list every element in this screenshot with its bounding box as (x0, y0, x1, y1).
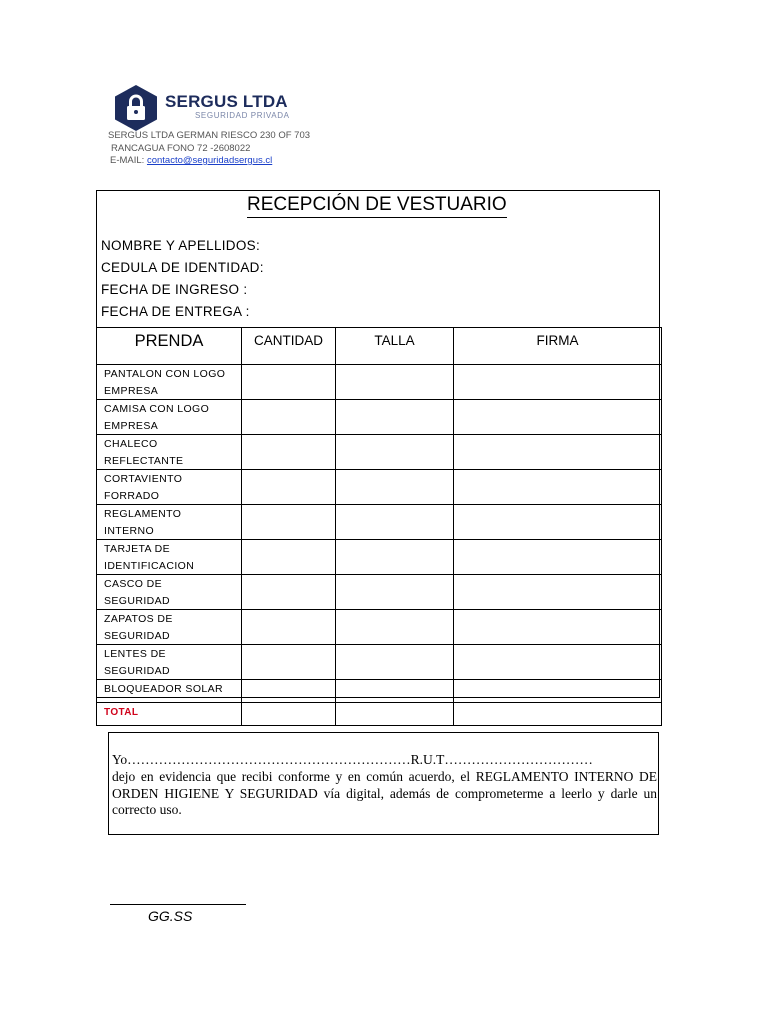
item-label: CHALECO REFLECTANTE (97, 435, 242, 470)
firma-cell[interactable] (454, 610, 662, 645)
table-row (97, 610, 662, 645)
table-row (97, 400, 662, 435)
talla-cell[interactable] (336, 610, 454, 645)
table-row (97, 540, 662, 575)
email-link[interactable]: contacto@seguridadsergus.cl (146, 155, 273, 166)
firma-cell[interactable] (454, 680, 662, 703)
signature-line (110, 904, 246, 905)
total-row (97, 703, 662, 726)
table-row (97, 470, 662, 505)
table-row (97, 680, 662, 703)
talla-cell[interactable] (336, 680, 454, 703)
company-tagline: SEGURIDAD PRIVADA (195, 111, 290, 120)
col-header-talla: TALLA (336, 328, 454, 365)
item-label: BLOQUEADOR SOLAR (97, 680, 242, 703)
email-label: E-MAIL: (110, 155, 145, 166)
company-name: SERGUS LTDA (165, 92, 288, 111)
talla-cell[interactable] (336, 540, 454, 575)
cantidad-cell[interactable] (242, 470, 336, 505)
col-header-firma: FIRMA (454, 328, 662, 365)
declaration-line-1: Yo………………………………………………………R.U.T…………………………… (112, 752, 593, 767)
total-label: TOTAL (104, 707, 139, 718)
cantidad-cell[interactable] (242, 540, 336, 575)
firma-cell[interactable] (454, 365, 662, 400)
field-entry-date: FECHA DE INGRESO : (101, 282, 248, 297)
talla-cell[interactable] (336, 470, 454, 505)
talla-cell[interactable] (336, 645, 454, 680)
item-label: CORTAVIENTO FORRADO (97, 470, 242, 505)
item-label: CASCO DE SEGURIDAD (97, 575, 242, 610)
firma-cell[interactable] (454, 540, 662, 575)
item-label: TARJETA DE IDENTIFICACION (97, 540, 242, 575)
table-row (97, 645, 662, 680)
cantidad-cell[interactable] (242, 435, 336, 470)
table-row (97, 575, 662, 610)
talla-cell[interactable] (336, 575, 454, 610)
table-row (97, 505, 662, 540)
field-delivery-date: FECHA DE ENTREGA : (101, 304, 250, 319)
item-label: ZAPATOS DE SEGURIDAD (97, 610, 242, 645)
form-title: RECEPCIÓN DE VESTUARIO (247, 193, 507, 218)
lock-logo-icon (112, 84, 160, 132)
items-table (96, 327, 662, 726)
firma-cell[interactable] (454, 505, 662, 540)
cantidad-cell[interactable] (242, 680, 336, 703)
item-label: PANTALON CON LOGO EMPRESA (97, 365, 242, 400)
firma-cell[interactable] (454, 435, 662, 470)
total-firma-cell[interactable] (454, 703, 662, 726)
talla-cell[interactable] (336, 365, 454, 400)
total-talla-cell[interactable] (336, 703, 454, 726)
cantidad-cell[interactable] (242, 400, 336, 435)
talla-cell[interactable] (336, 400, 454, 435)
firma-cell[interactable] (454, 575, 662, 610)
cantidad-cell[interactable] (242, 365, 336, 400)
table-row (97, 435, 662, 470)
col-header-cantidad: CANTIDAD (242, 328, 336, 365)
field-id: CEDULA DE IDENTIDAD: (101, 260, 264, 275)
item-label: CAMISA CON LOGO EMPRESA (97, 400, 242, 435)
address-line-1: SERGUS LTDA GERMAN RIESCO 230 OF 703 (108, 130, 311, 141)
cantidad-cell[interactable] (242, 645, 336, 680)
item-label: REGLAMENTO INTERNO (97, 505, 242, 540)
firma-cell[interactable] (454, 400, 662, 435)
declaration-body: dejo en evidencia que recibi conforme y en común acuerdo, el REGLAMENTO INTERNO DE ORDEN HIGIENE Y SEGURIDAD vía digital, además de comprometerme a leerlo y darle un correcto uso. (112, 769, 657, 817)
field-name: NOMBRE Y APELLIDOS: (101, 238, 261, 253)
talla-cell[interactable] (336, 505, 454, 540)
firma-cell[interactable] (454, 645, 662, 680)
total-cantidad-cell[interactable] (242, 703, 336, 726)
cantidad-cell[interactable] (242, 575, 336, 610)
cantidad-cell[interactable] (242, 505, 336, 540)
talla-cell[interactable] (336, 435, 454, 470)
firma-cell[interactable] (454, 470, 662, 505)
cantidad-cell[interactable] (242, 610, 336, 645)
email-line (110, 155, 272, 167)
table-row (97, 365, 662, 400)
signature-name: GG.SS (148, 908, 193, 924)
table-header (97, 328, 662, 365)
total-label-cell (97, 703, 242, 726)
address-line-2: RANCAGUA FONO 72 -2608022 (111, 143, 251, 154)
item-label: LENTES DE SEGURIDAD (97, 645, 242, 680)
col-header-prenda: PRENDA (97, 328, 242, 365)
